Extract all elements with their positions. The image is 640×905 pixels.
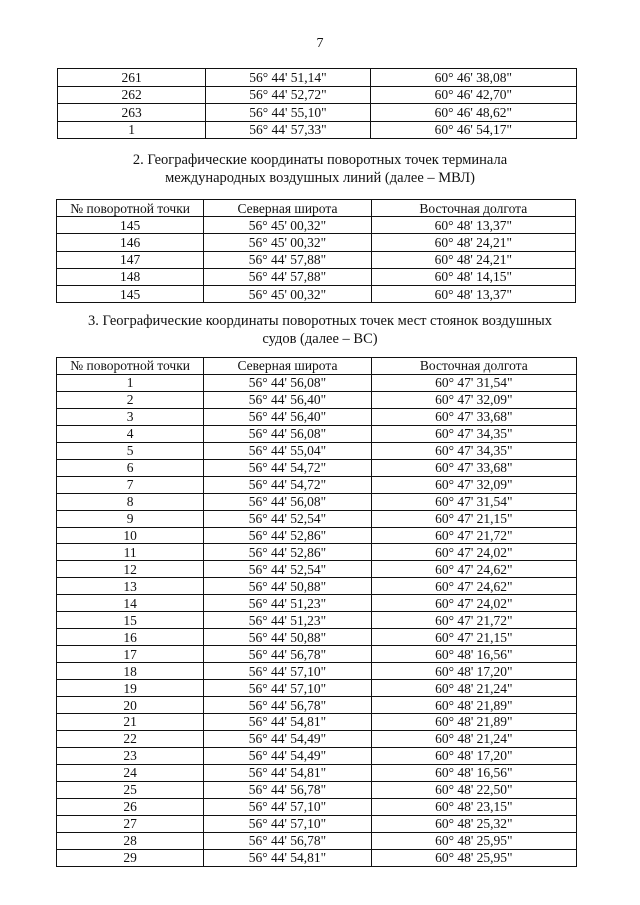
- table-row: [57, 442, 577, 459]
- cell-point-number: 28: [57, 832, 204, 849]
- table-row: [57, 764, 577, 781]
- cell-north-latitude: 56° 45' 00,32": [204, 217, 371, 234]
- cell-point-number: 29: [57, 849, 204, 866]
- cell-point-number: 263: [58, 104, 206, 122]
- table-row: [57, 374, 577, 391]
- cell-east-longitude: 60° 47' 21,72": [371, 527, 576, 544]
- table-row: [57, 251, 576, 268]
- cell-point-number: 13: [57, 578, 204, 595]
- table-row: [57, 595, 577, 612]
- table-header-row: [57, 200, 576, 217]
- cell-east-longitude: 60° 46' 42,70": [370, 86, 576, 104]
- table-row: [57, 510, 577, 527]
- aircraft-stands-coordinates-table: [56, 357, 577, 867]
- table-body: [58, 69, 577, 139]
- cell-north-latitude: 56° 44' 57,88": [204, 251, 371, 268]
- cell-point-number: 5: [57, 442, 204, 459]
- table-row: [57, 493, 577, 510]
- table-body: [57, 374, 577, 866]
- cell-north-latitude: 56° 44' 57,10": [204, 680, 371, 697]
- cell-north-latitude: 56° 45' 00,32": [204, 234, 371, 251]
- cell-east-longitude: 60° 47' 32,09": [371, 476, 576, 493]
- table-row: [58, 104, 577, 122]
- cell-point-number: 14: [57, 595, 204, 612]
- cell-east-longitude: 60° 48' 24,21": [371, 234, 575, 251]
- table-row: [57, 629, 577, 646]
- cell-north-latitude: 56° 45' 00,32": [204, 285, 371, 302]
- cell-north-latitude: 56° 44' 56,40": [204, 408, 371, 425]
- cell-east-longitude: 60° 48' 21,24": [371, 730, 576, 747]
- cell-east-longitude: 60° 47' 21,15": [371, 510, 576, 527]
- section-3-heading-line-2: судов (далее – ВС): [262, 331, 378, 347]
- cell-north-latitude: 56° 44' 57,88": [204, 268, 371, 285]
- cell-north-latitude: 56° 44' 57,10": [204, 798, 371, 815]
- table-row: [57, 578, 577, 595]
- cell-east-longitude: 60° 48' 14,15": [371, 268, 575, 285]
- table-row: [57, 730, 577, 747]
- table-row: [57, 459, 577, 476]
- table-row: [58, 121, 577, 139]
- cell-point-number: 4: [57, 425, 204, 442]
- cell-north-latitude: 56° 44' 50,88": [204, 578, 371, 595]
- table-row: [58, 69, 577, 87]
- cell-point-number: 8: [57, 493, 204, 510]
- cell-point-number: 25: [57, 781, 204, 798]
- cell-east-longitude: 60° 48' 13,37": [371, 285, 575, 302]
- cell-north-latitude: 56° 44' 51,23": [204, 595, 371, 612]
- cell-point-number: 16: [57, 629, 204, 646]
- cell-point-number: 145: [57, 217, 204, 234]
- cell-east-longitude: 60° 48' 16,56": [371, 764, 576, 781]
- cell-north-latitude: 56° 44' 52,72": [206, 86, 370, 104]
- cell-east-longitude: 60° 48' 22,50": [371, 781, 576, 798]
- cell-north-latitude: 56° 44' 56,08": [204, 493, 371, 510]
- cell-north-latitude: 56° 44' 57,33": [206, 121, 370, 139]
- mvl-terminal-coordinates-table: [56, 199, 576, 303]
- cell-north-latitude: 56° 44' 55,04": [204, 442, 371, 459]
- table-row: [57, 268, 576, 285]
- cell-north-latitude: 56° 44' 56,78": [204, 646, 371, 663]
- table-row: [57, 408, 577, 425]
- cell-east-longitude: 60° 47' 24,62": [371, 578, 576, 595]
- cell-north-latitude: 56° 44' 54,81": [204, 714, 371, 731]
- cell-east-longitude: 60° 48' 16,56": [371, 646, 576, 663]
- table-row: [57, 697, 577, 714]
- table-row: [57, 832, 577, 849]
- cell-east-longitude: 60° 48' 25,95": [371, 849, 576, 866]
- cell-east-longitude: 60° 48' 17,20": [371, 747, 576, 764]
- cell-east-longitude: 60° 48' 21,24": [371, 680, 576, 697]
- cell-north-latitude: 56° 44' 52,86": [204, 527, 371, 544]
- cell-north-latitude: 56° 44' 57,10": [204, 663, 371, 680]
- cell-east-longitude: 60° 48' 23,15": [371, 798, 576, 815]
- cell-north-latitude: 56° 44' 54,49": [204, 730, 371, 747]
- table-row: [57, 391, 577, 408]
- cell-north-latitude: 56° 44' 56,78": [204, 697, 371, 714]
- cell-point-number: 20: [57, 697, 204, 714]
- cell-point-number: 23: [57, 747, 204, 764]
- table-row: [57, 815, 577, 832]
- cell-point-number: 27: [57, 815, 204, 832]
- cell-east-longitude: 60° 48' 21,89": [371, 714, 576, 731]
- cell-north-latitude: 56° 44' 50,88": [204, 629, 371, 646]
- table-row: [57, 781, 577, 798]
- cell-point-number: 11: [57, 544, 204, 561]
- table-row: [57, 747, 577, 764]
- table-row: [57, 714, 577, 731]
- cell-north-latitude: 56° 44' 52,54": [204, 510, 371, 527]
- table-row: [57, 612, 577, 629]
- cell-north-latitude: 56° 44' 55,10": [206, 104, 370, 122]
- cell-point-number: 1: [58, 121, 206, 139]
- table-row: [57, 476, 577, 493]
- cell-north-latitude: 56° 44' 54,49": [204, 747, 371, 764]
- table-row: [57, 425, 577, 442]
- cell-point-number: 9: [57, 510, 204, 527]
- table-row: [57, 527, 577, 544]
- section-2-heading: [60, 151, 580, 187]
- cell-north-latitude: 56° 44' 52,86": [204, 544, 371, 561]
- cell-north-latitude: 56° 44' 56,78": [204, 781, 371, 798]
- cell-east-longitude: 60° 46' 48,62": [370, 104, 576, 122]
- cell-north-latitude: 56° 44' 57,10": [204, 815, 371, 832]
- cell-point-number: 18: [57, 663, 204, 680]
- cell-north-latitude: 56° 44' 54,72": [204, 476, 371, 493]
- section-2-heading-line-1: 2. Географические координаты поворотных точек терминала: [132, 152, 508, 168]
- cell-east-longitude: 60° 47' 34,35": [371, 425, 576, 442]
- cell-east-longitude: 60° 48' 13,37": [371, 217, 575, 234]
- cell-east-longitude: 60° 47' 33,68": [371, 459, 576, 476]
- cell-east-longitude: 60° 48' 24,21": [371, 251, 575, 268]
- table-row: [57, 285, 576, 302]
- table-row: [57, 234, 576, 251]
- cell-north-latitude: 56° 44' 54,81": [204, 849, 371, 866]
- section-3-heading: [60, 312, 580, 348]
- section-2-heading-line-2: международных воздушных линий (далее – МВЛ): [165, 170, 475, 186]
- cell-east-longitude: 60° 46' 38,08": [370, 69, 576, 87]
- cell-point-number: 10: [57, 527, 204, 544]
- cell-point-number: 147: [57, 251, 204, 268]
- cell-point-number: 1: [57, 374, 204, 391]
- cell-east-longitude: 60° 46' 54,17": [370, 121, 576, 139]
- cell-east-longitude: 60° 47' 21,15": [371, 629, 576, 646]
- table-header-row: [57, 358, 577, 375]
- cell-north-latitude: 56° 44' 56,78": [204, 832, 371, 849]
- cell-east-longitude: 60° 47' 24,62": [371, 561, 576, 578]
- cell-point-number: 2: [57, 391, 204, 408]
- cell-east-longitude: 60° 48' 21,89": [371, 697, 576, 714]
- table-row: [57, 798, 577, 815]
- cell-north-latitude: 56° 44' 51,23": [204, 612, 371, 629]
- header-east-longitude: Восточная долгота: [371, 358, 576, 375]
- cell-point-number: 26: [57, 798, 204, 815]
- cell-point-number: 148: [57, 268, 204, 285]
- cell-point-number: 21: [57, 714, 204, 731]
- cell-east-longitude: 60° 47' 24,02": [371, 544, 576, 561]
- cell-point-number: 12: [57, 561, 204, 578]
- cell-north-latitude: 56° 44' 54,72": [204, 459, 371, 476]
- table-row: [57, 217, 576, 234]
- cell-east-longitude: 60° 48' 17,20": [371, 663, 576, 680]
- cell-point-number: 19: [57, 680, 204, 697]
- header-point-number: № поворотной точки: [57, 200, 204, 217]
- table-row: [57, 849, 577, 866]
- cell-north-latitude: 56° 44' 56,08": [204, 374, 371, 391]
- header-north-latitude: Северная широта: [204, 358, 371, 375]
- cell-point-number: 261: [58, 69, 206, 87]
- header-north-latitude: Северная широта: [204, 200, 371, 217]
- header-east-longitude: Восточная долгота: [371, 200, 575, 217]
- cell-north-latitude: 56° 44' 56,40": [204, 391, 371, 408]
- cell-north-latitude: 56° 44' 52,54": [204, 561, 371, 578]
- cell-east-longitude: 60° 48' 25,95": [371, 832, 576, 849]
- cell-north-latitude: 56° 44' 56,08": [204, 425, 371, 442]
- cell-east-longitude: 60° 47' 24,02": [371, 595, 576, 612]
- cell-east-longitude: 60° 47' 31,54": [371, 374, 576, 391]
- cell-north-latitude: 56° 44' 54,81": [204, 764, 371, 781]
- cell-east-longitude: 60° 47' 33,68": [371, 408, 576, 425]
- cell-east-longitude: 60° 47' 21,72": [371, 612, 576, 629]
- table-row: [57, 561, 577, 578]
- table-row: [57, 646, 577, 663]
- section-3-heading-line-1: 3. Географические координаты поворотных точек мест стоянок воздушных: [88, 313, 552, 329]
- cell-east-longitude: 60° 47' 32,09": [371, 391, 576, 408]
- table-row: [57, 663, 577, 680]
- cell-point-number: 146: [57, 234, 204, 251]
- cell-point-number: 145: [57, 285, 204, 302]
- cell-point-number: 24: [57, 764, 204, 781]
- cell-point-number: 6: [57, 459, 204, 476]
- table-row: [57, 680, 577, 697]
- table-row: [58, 86, 577, 104]
- cell-east-longitude: 60° 48' 25,32": [371, 815, 576, 832]
- cell-east-longitude: 60° 47' 31,54": [371, 493, 576, 510]
- cell-point-number: 3: [57, 408, 204, 425]
- cell-point-number: 262: [58, 86, 206, 104]
- cell-north-latitude: 56° 44' 51,14": [206, 69, 370, 87]
- table-row: [57, 544, 577, 561]
- table-body: [57, 217, 576, 303]
- cell-point-number: 7: [57, 476, 204, 493]
- cell-east-longitude: 60° 47' 34,35": [371, 442, 576, 459]
- cell-point-number: 15: [57, 612, 204, 629]
- cell-point-number: 17: [57, 646, 204, 663]
- cell-point-number: 22: [57, 730, 204, 747]
- page-number: 7: [316, 36, 324, 51]
- header-point-number: № поворотной точки: [57, 358, 204, 375]
- coordinates-table-continued: [57, 68, 577, 139]
